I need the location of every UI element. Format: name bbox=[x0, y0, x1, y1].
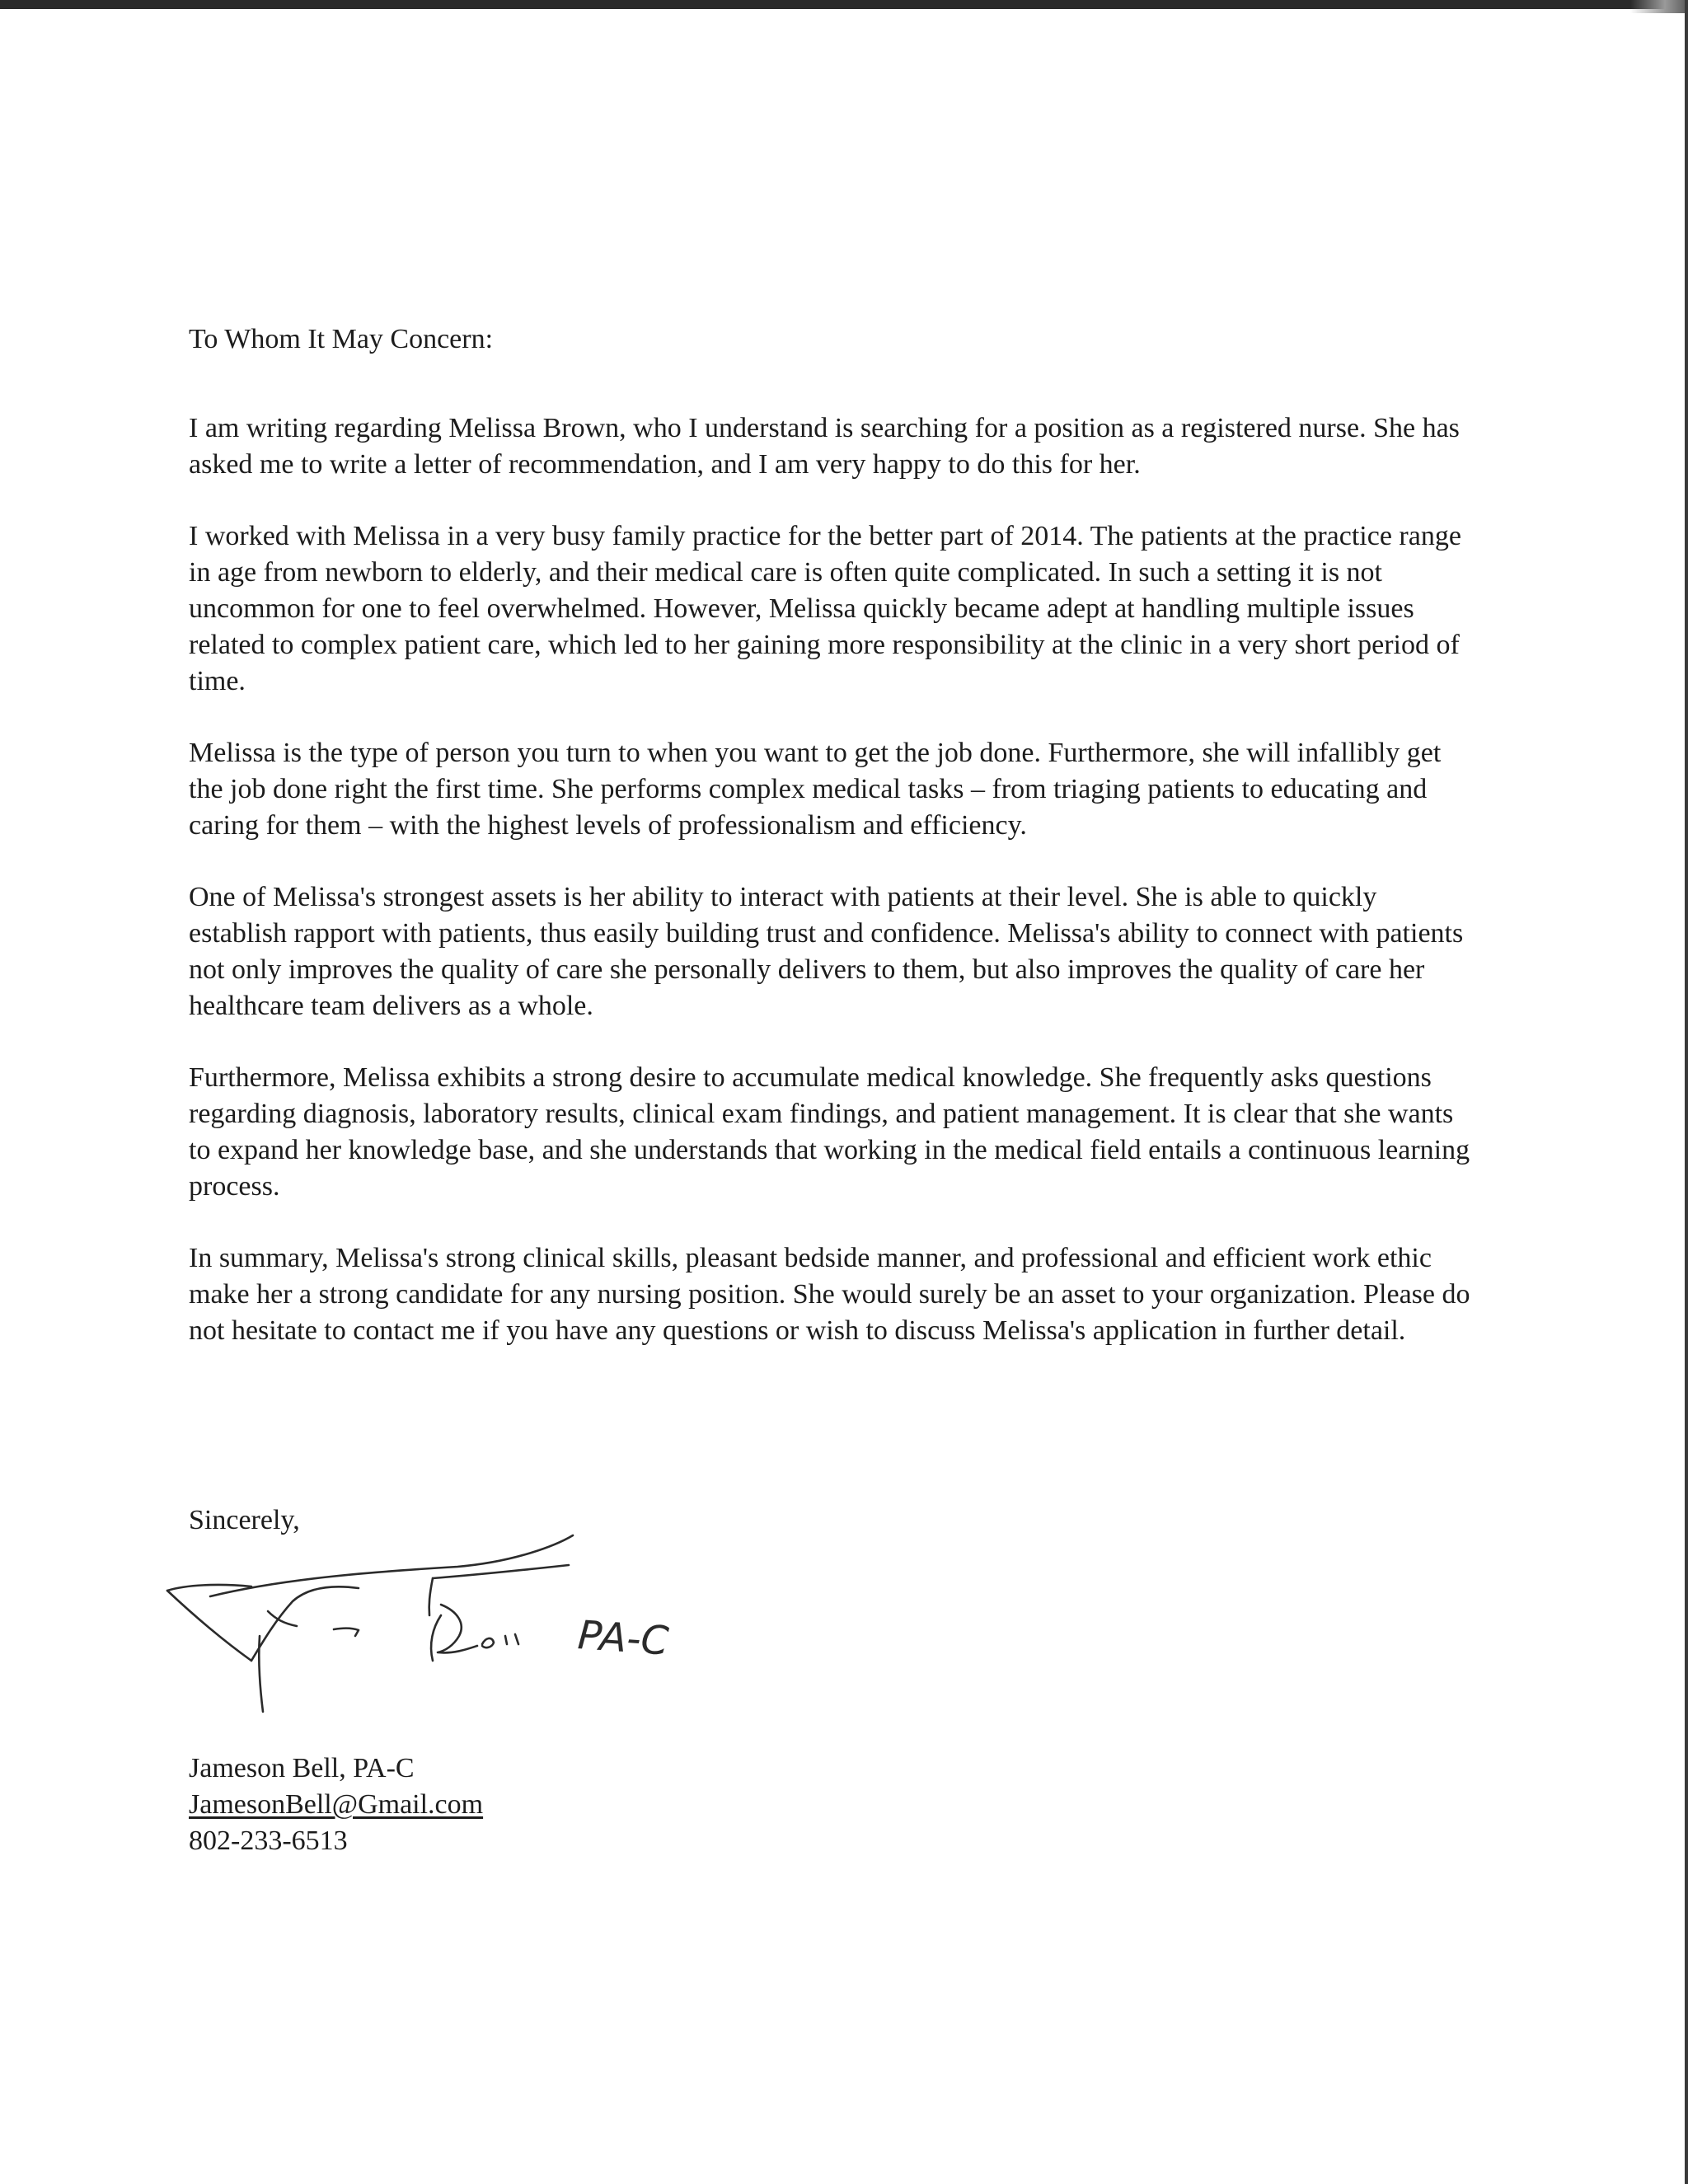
handwritten-signature bbox=[161, 1496, 754, 1727]
signature-credentials: PA-C bbox=[576, 1612, 671, 1665]
signer-phone: 802-233-6513 bbox=[189, 1825, 348, 1856]
scan-right-border bbox=[1685, 0, 1688, 2184]
paragraph-experience: I worked with Melissa in a very busy family practice for the better part of 2014. The patients at the practice range in age from newborn to elderly, and their medical care is often quite complicated. In such a setting it is not uncommon for one to feel overwhelmed. However, Melissa quickly became adept at handling multiple issues related to complex patient care, which led to her gaining more responsibility at the clinic in a very short period of time. bbox=[189, 521, 1461, 696]
paragraph-reliability: Melissa is the type of person you turn to when you want to get the job done. Furthermore, she will infallibly get the job done right the first time. She performs complex medical tasks – from triaging patients to educating and caring for them – with the highest levels of professionalism and efficiency. bbox=[189, 738, 1442, 841]
paragraph-knowledge: Furthermore, Melissa exhibits a strong desire to accumulate medical knowledge. She frequently asks questions regarding diagnosis, laboratory results, clinical exam findings, and patient management. It is clear that she wants to expand her knowledge base, and she understands that working in the medical field entails a continuous learning process. bbox=[189, 1062, 1470, 1202]
paragraph-patient-rapport: One of Melissa's strongest assets is her ability to interact with patients at their level. She is able to quickly establish rapport with patients, thus easily building trust and confidence. Melissa's ability to connect with patients not only improves the quality of care she personally delivers to them, but also improves the quality of care her healthcare team delivers as a whole. bbox=[189, 882, 1464, 1021]
paragraph-summary: In summary, Melissa's strong clinical skills, pleasant bedside manner, and professional and efficient work ethic make her a strong candidate for any nursing position. She would surely be an asset to your organization. Please do not hesitate to contact me if you have any questions or wish to discuss Melissa's application in further detail. bbox=[189, 1243, 1470, 1346]
closing: Sincerely, bbox=[189, 1505, 300, 1535]
signer-name: Jameson Bell, PA-C bbox=[189, 1753, 415, 1783]
letter-body bbox=[189, 321, 1475, 1385]
signature-block bbox=[189, 1750, 483, 1859]
scan-corner-artifact bbox=[1630, 0, 1688, 13]
signer-email-link[interactable]: JamesonBell@Gmail.com bbox=[189, 1789, 484, 1820]
salutation: To Whom It May Concern: bbox=[189, 324, 494, 354]
scan-top-border bbox=[0, 0, 1688, 9]
paragraph-intro: I am writing regarding Melissa Brown, who I understand is searching for a position as a registered nurse. She has asked me to write a letter of recommendation, and I am very happy to do this for her. bbox=[189, 413, 1460, 480]
